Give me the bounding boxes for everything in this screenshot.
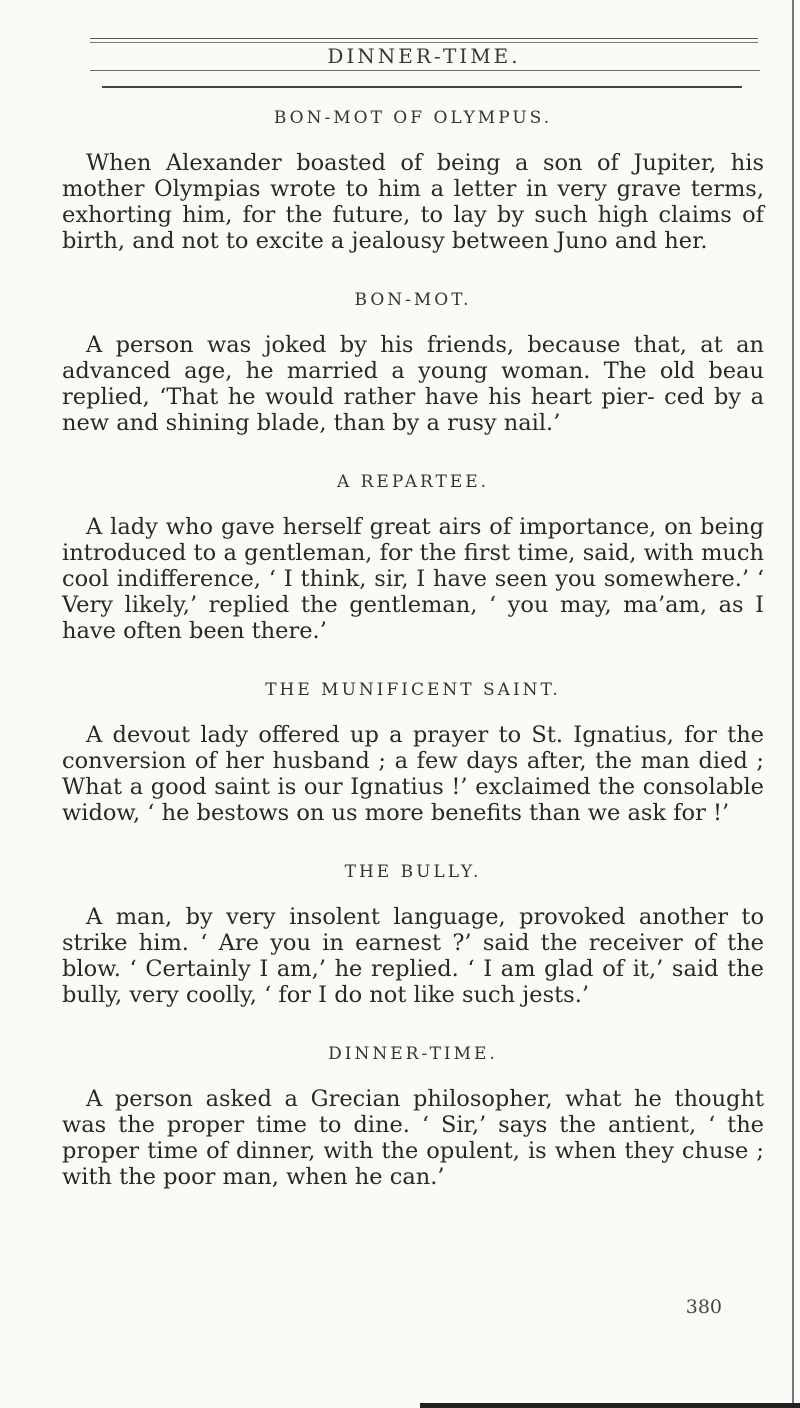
page-content [62,108,764,1226]
anecdote-dinner-time [62,1044,764,1190]
section-text: A lady who gave herself great airs of importance, on being introduced to a gentleman, for the first time, said, with much cool indifference, ‘ I think, sir, I have seen you somewhere.’ ‘ Very likely,’ replied the gentleman, ‘ you may, ma’am, as I have often been there.’ [62,514,764,644]
section-text: A person was joked by his friends, because that, at an advanced age, he married a young woman. The old beau replied, ‘That he would rather have his heart pier- ced by a new and shining blade, than by a rusy nail.’ [62,332,764,436]
section-heading: DINNER-TIME. [328,1044,498,1064]
header-rule [90,70,760,71]
section-text: When Alexander boasted of being a son of Jupiter, his mother Olympias wrote to him a letter in very grave terms, exhorting him, for the future, to lay by such high claims of birth, and not to excite a jealousy between Juno and her. [62,150,764,254]
page-number: 380 [685,1296,722,1318]
top-rule [90,38,758,43]
section-text: A devout lady offered up a prayer to St. Ignatius, for the conversion of her husband ; a few days after, the man died ; What a good saint is our Ignatius !’ exclaimed the consolable widow, ‘ he bestows on us more benefits than we ask for !’ [62,722,764,826]
header-rule-thick [102,86,742,88]
anecdote-munificent-saint [62,680,764,826]
anecdote-repartee [62,472,764,644]
section-text: A person asked a Grecian philosopher, what he thought was the proper time to dine. ‘ Sir,’ says the antient, ‘ the proper time of dinner, with the opulent, is when they chuse ; with the poor man, when he can.’ [62,1086,764,1190]
section-heading: THE MUNIFICENT SAINT. [265,680,561,700]
anecdote-bully [62,862,764,1008]
running-head: DINNER-TIME. [327,44,521,68]
section-heading: BON-MOT. [354,290,472,310]
section-heading: A REPARTEE. [336,472,490,492]
section-heading: THE BULLY. [344,862,482,882]
section-text: A man, by very insolent language, provoked another to strike him. ‘ Are you in earnest ?’ said the receiver of the blow. ‘ Certainly I am,’ he replied. ‘ I am glad of it,’ said the bully, very coolly, ‘ for I do not like such jests.’ [62,904,764,1008]
anecdote-bon-mot-of-olympus [62,108,764,254]
section-heading: BON-MOT OF OLYMPUS. [273,108,553,128]
anecdote-bon-mot [62,290,764,436]
scan-edge-bar [420,1403,800,1408]
book-page [62,0,764,1408]
page-edge [792,0,794,1408]
